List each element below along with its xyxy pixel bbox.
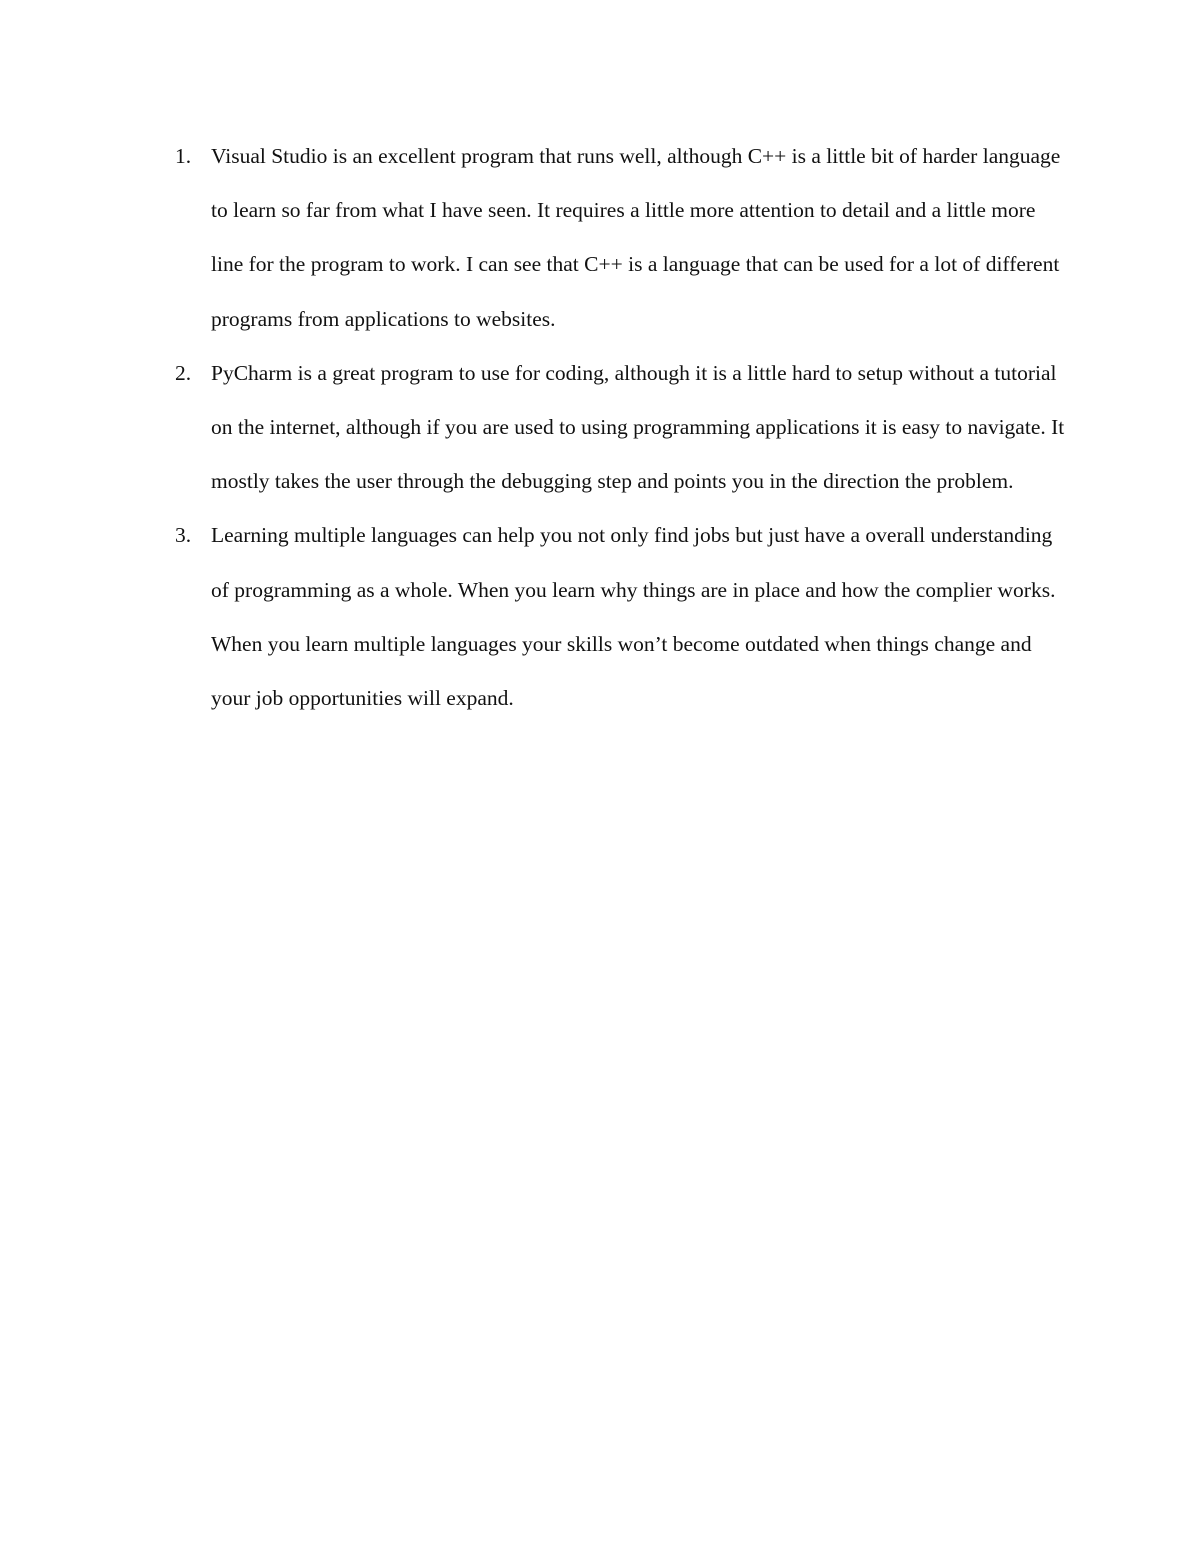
list-item-number: 3. — [175, 523, 192, 548]
numbered-list — [168, 129, 1068, 725]
list-item-text: Visual Studio is an excellent program that runs well, although C++ is a little bit of harder language to learn so far from what I have seen. It requires a little more attention to detail and a little more line for the program to work. I can see that C++ is a language that can be used for a lot of different programs from applications to websites. — [211, 144, 1061, 331]
list-item — [168, 129, 1068, 346]
list-item-number: 2. — [175, 360, 192, 385]
list-item-text: PyCharm is a great program to use for coding, although it is a little hard to setup without a tutorial on the internet, although if you are used to using programming applications it is easy to navigate. It mostly takes the user through the debugging step and points you in the direction the problem. — [211, 360, 1065, 494]
list-item — [168, 346, 1068, 509]
list-item-text: Learning multiple languages can help you not only find jobs but just have a overall understanding of programming as a whole. When you learn why things are in place and how the complier works. When you learn multiple languages your skills won’t become outdated when things change and your job opportunities will expand. — [211, 523, 1056, 711]
list-item — [168, 508, 1068, 725]
list-item-number: 1. — [175, 144, 192, 168]
